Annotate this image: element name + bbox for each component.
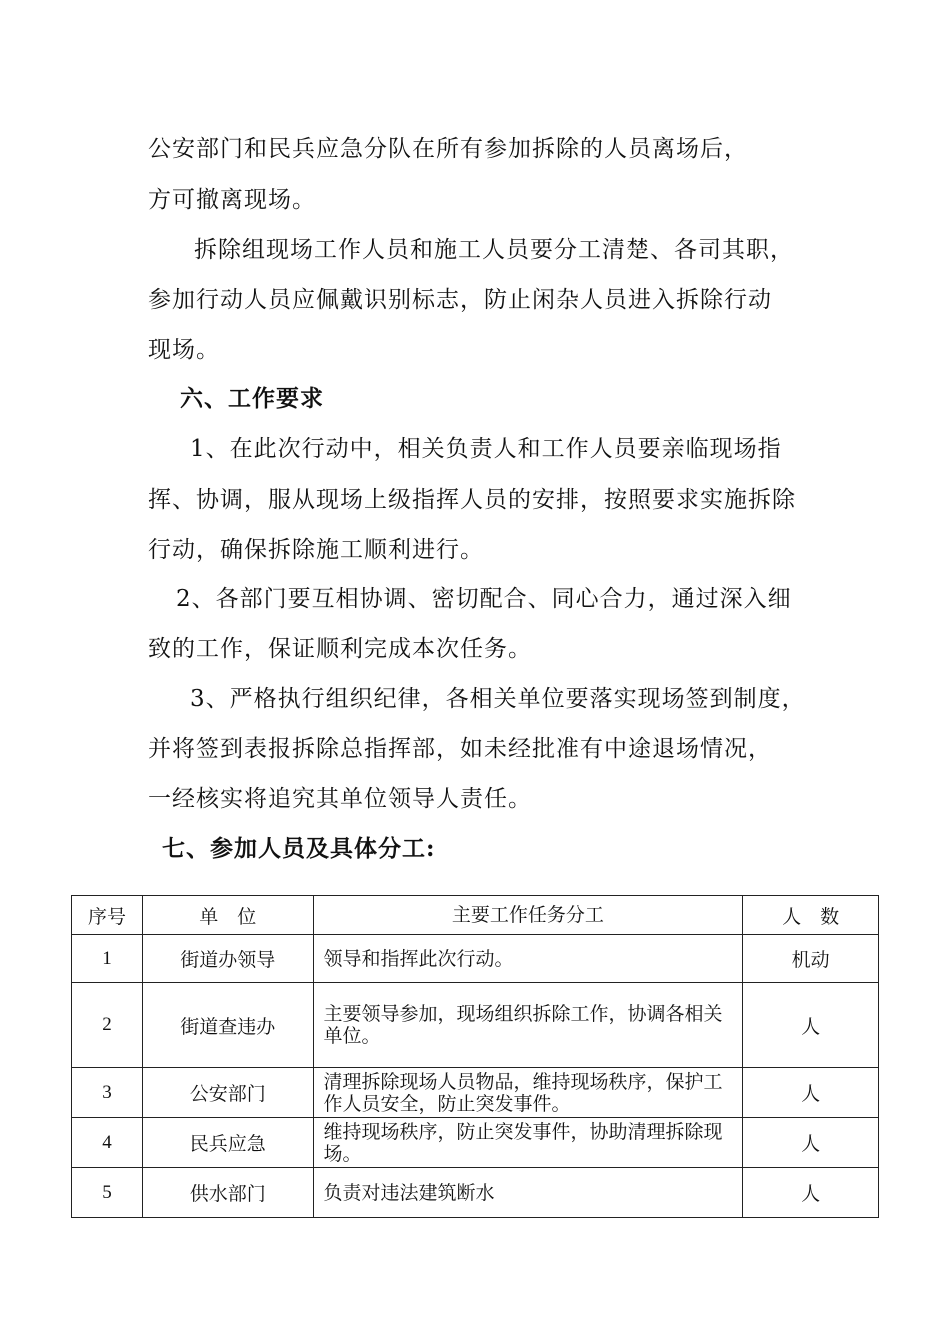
body-paragraph-line: 3、严格执行组织纪律，各相关单位要落实现场签到制度， xyxy=(190,686,806,712)
section-heading-participants: 七、参加人员及具体分工: xyxy=(162,835,436,862)
cell-serial: 4 xyxy=(72,1118,143,1168)
header-task: 主要工作任务分工 xyxy=(313,896,743,935)
body-paragraph-line: 一经核实将追究其单位领导人责任。 xyxy=(148,786,532,812)
table-row xyxy=(72,1168,879,1218)
body-paragraph-line: 并将签到表报拆除总指挥部，如未经批准有中途退场情况， xyxy=(148,736,772,762)
table-row xyxy=(72,983,879,1068)
table-header-row xyxy=(72,896,879,935)
section-heading-work-requirements: 六、工作要求 xyxy=(180,385,324,412)
body-paragraph-line: 挥、协调，服从现场上级指挥人员的安排，按照要求实施拆除 xyxy=(148,487,796,513)
body-paragraph-line: 致的工作，保证顺利完成本次任务。 xyxy=(148,636,532,662)
header-serial: 序号 xyxy=(72,896,143,935)
cell-task: 清理拆除现场人员物品，维持现场秩序，保护工作人员安全，防止突发事件。 xyxy=(313,1068,743,1118)
table-row xyxy=(72,1118,879,1168)
table-row xyxy=(72,935,879,983)
body-paragraph-line: 现场。 xyxy=(148,337,220,363)
body-paragraph-line: 方可撤离现场。 xyxy=(148,187,316,213)
cell-serial: 5 xyxy=(72,1168,143,1218)
cell-count: 人 xyxy=(743,1118,879,1168)
cell-task: 主要领导参加，现场组织拆除工作，协调各相关单位。 xyxy=(313,983,743,1068)
body-paragraph-line: 公安部门和民兵应急分队在所有参加拆除的人员离场后， xyxy=(148,136,748,162)
cell-unit: 民兵应急 xyxy=(142,1118,313,1168)
cell-serial: 3 xyxy=(72,1068,143,1118)
assignment-table xyxy=(71,895,879,1218)
header-unit: 单 位 xyxy=(142,896,313,935)
cell-unit: 公安部门 xyxy=(142,1068,313,1118)
body-paragraph-line: 行动，确保拆除施工顺利进行。 xyxy=(148,537,484,563)
cell-unit: 街道办领导 xyxy=(142,935,313,983)
cell-serial: 1 xyxy=(72,935,143,983)
cell-task: 维持现场秩序，防止突发事件，协助清理拆除现场。 xyxy=(313,1118,743,1168)
cell-unit: 街道查违办 xyxy=(142,983,313,1068)
body-paragraph-line: 拆除组现场工作人员和施工人员要分工清楚、各司其职， xyxy=(194,237,794,263)
cell-count: 机动 xyxy=(743,935,879,983)
cell-count: 人 xyxy=(743,1068,879,1118)
cell-task: 领导和指挥此次行动。 xyxy=(313,935,743,983)
cell-serial: 2 xyxy=(72,983,143,1068)
cell-task: 负责对违法建筑断水 xyxy=(313,1168,743,1218)
cell-count: 人 xyxy=(743,1168,879,1218)
body-paragraph-line: 2、各部门要互相协调、密切配合、同心合力，通过深入细 xyxy=(176,586,792,612)
cell-unit: 供水部门 xyxy=(142,1168,313,1218)
header-count: 人 数 xyxy=(743,896,879,935)
body-paragraph-line: 参加行动人员应佩戴识别标志，防止闲杂人员进入拆除行动 xyxy=(148,287,772,313)
table-row xyxy=(72,1068,879,1118)
body-paragraph-line: 1、在此次行动中，相关负责人和工作人员要亲临现场指 xyxy=(190,436,782,462)
cell-count: 人 xyxy=(743,983,879,1068)
